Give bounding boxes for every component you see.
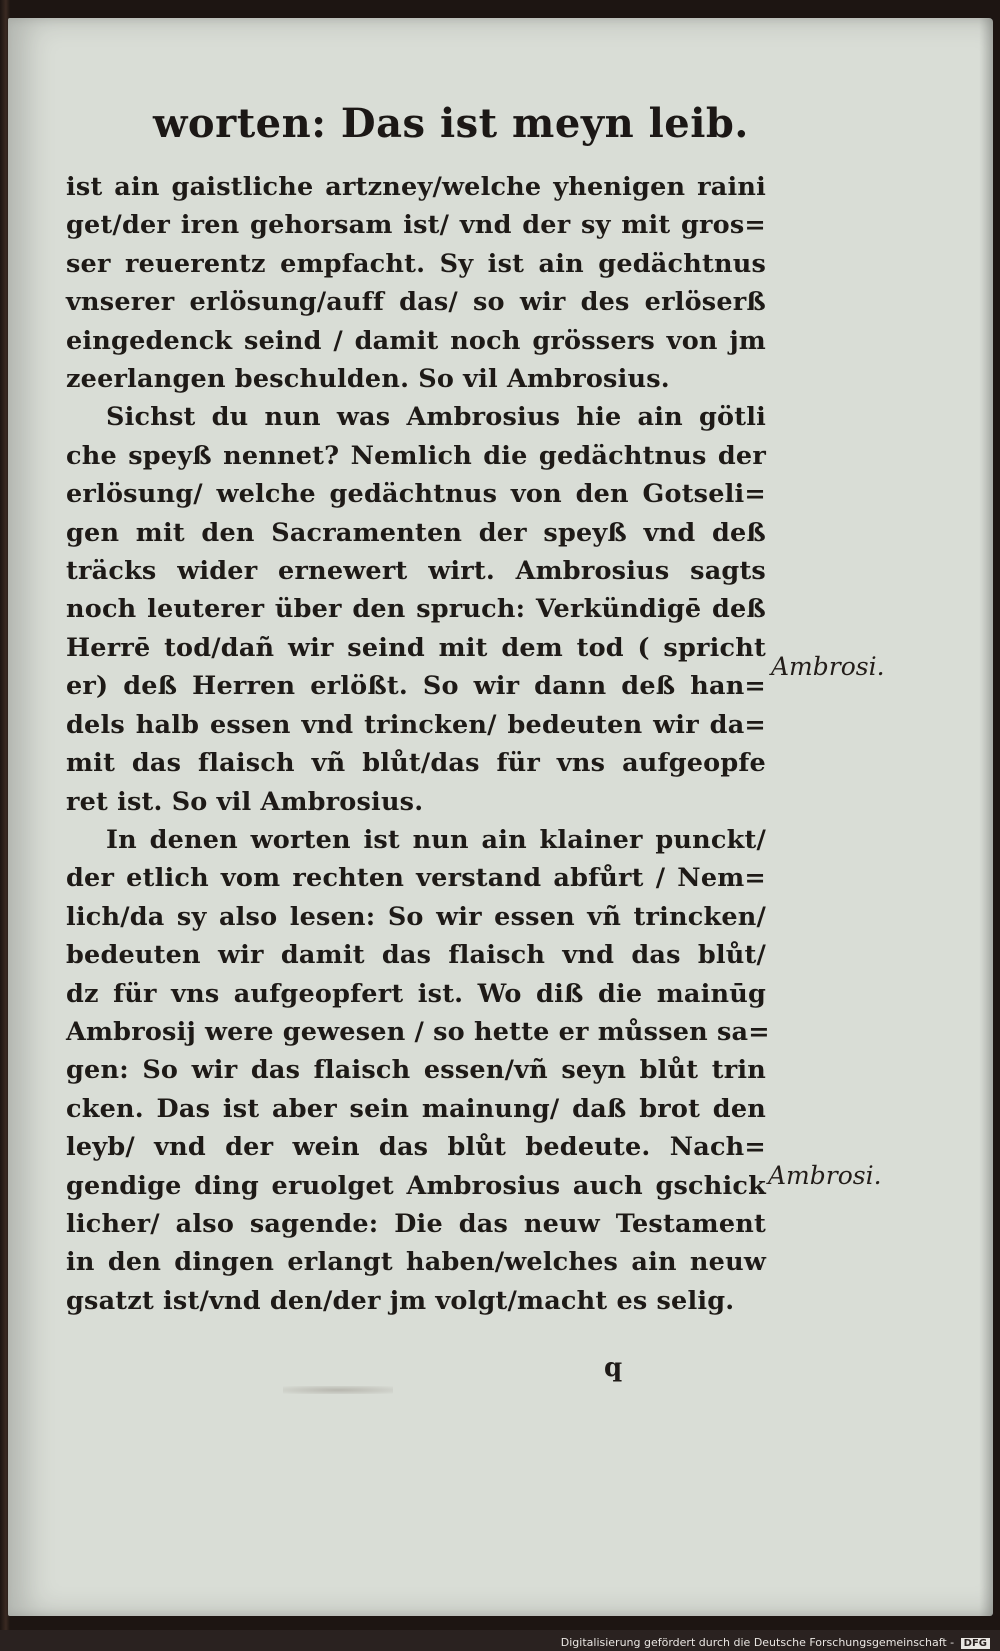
text-line: cken. Das ist aber sein mainung/ daß brot den — [66, 1093, 766, 1124]
credit-text: Digitalisierung gefördert durch die Deutsche Forschungsgemeinschaft - — [560, 1636, 955, 1649]
text-line: er) deß Herren erlößt. So wir dann deß han= — [66, 671, 766, 702]
text-line: gen: So wir das flaisch essen/vñ seyn blůt trin — [66, 1055, 766, 1086]
text-line: ret ist. So vil Ambrosius. — [66, 786, 424, 817]
text-line: dz für vns aufgeopfert ist. Wo diß die mainūg — [66, 978, 766, 1009]
text-line: noch leuterer über den spruch: Verkündigē deß — [66, 594, 766, 625]
running-header: worten: Das ist meyn leib. — [153, 100, 749, 147]
text-line: get/der iren gehorsam ist/ vnd der sy mit gros= — [66, 210, 766, 241]
text-line: leyb/ vnd der wein das blůt bedeute. Nach= — [66, 1132, 766, 1163]
dfg-logo-badge: DFG — [961, 1638, 990, 1649]
text-line: Herrē tod/dañ wir seind mit dem tod ( spricht — [66, 632, 766, 663]
body-text — [66, 168, 770, 1320]
text-line: erlösung/ welche gedächtnus von den Gotseli= — [66, 479, 766, 510]
text-line: träcks wider ernewert wirt. Ambrosius sagts — [66, 556, 766, 587]
text-line: vnserer erlösung/auff das/ so wir des erlöserß — [66, 287, 766, 318]
text-line: dels halb essen vnd trincken/ bedeuten wir da= — [66, 709, 766, 740]
text-line: bedeuten wir damit das flaisch vnd das blůt/ — [66, 940, 766, 971]
text-line: der etlich vom rechten verstand abfůrt / Nem= — [66, 863, 766, 894]
signature-mark: q — [604, 1353, 623, 1383]
text-line: lich/da sy also lesen: So wir essen vñ trincken/ — [66, 901, 766, 932]
margin-note: Ambrosi. — [768, 1161, 882, 1190]
book-page — [8, 18, 993, 1616]
text-line: gen mit den Sacramenten der speyß vnd deß — [66, 517, 766, 548]
text-line: Ambrosij were gewesen / so hette er můssen sa= — [66, 1016, 770, 1047]
margin-note: Ambrosi. — [771, 652, 885, 681]
text-line: eingedenck seind / damit noch grössers von jm — [66, 325, 766, 356]
ink-smudge — [283, 1386, 393, 1394]
text-line: In denen worten ist nun ain klainer punckt/ — [106, 824, 766, 855]
text-line: gendige ding eruolget Ambrosius auch gschick — [66, 1170, 766, 1201]
text-line: che speyß nennet? Nemlich die gedächtnus der — [66, 440, 766, 471]
text-line: mit das flaisch vñ blůt/das für vns aufgeopfe — [66, 748, 766, 779]
text-line: in den dingen erlangt haben/welches ain neuw — [66, 1247, 766, 1278]
text-line: Sichst du nun was Ambrosius hie ain götli — [106, 402, 766, 433]
text-line: gsatzt ist/vnd den/der jm volgt/macht es selig. — [66, 1285, 735, 1316]
text-line: ser reuerentz empfacht. Sy ist ain gedächtnus — [66, 248, 766, 279]
digitization-credit — [561, 1636, 990, 1649]
text-line: ist ain gaistliche artzney/welche yhenigen raini — [66, 172, 766, 202]
text-line: zeerlangen beschulden. So vil Ambrosius. — [66, 364, 670, 395]
text-line: licher/ also sagende: Die das neuw Testament — [66, 1208, 766, 1239]
